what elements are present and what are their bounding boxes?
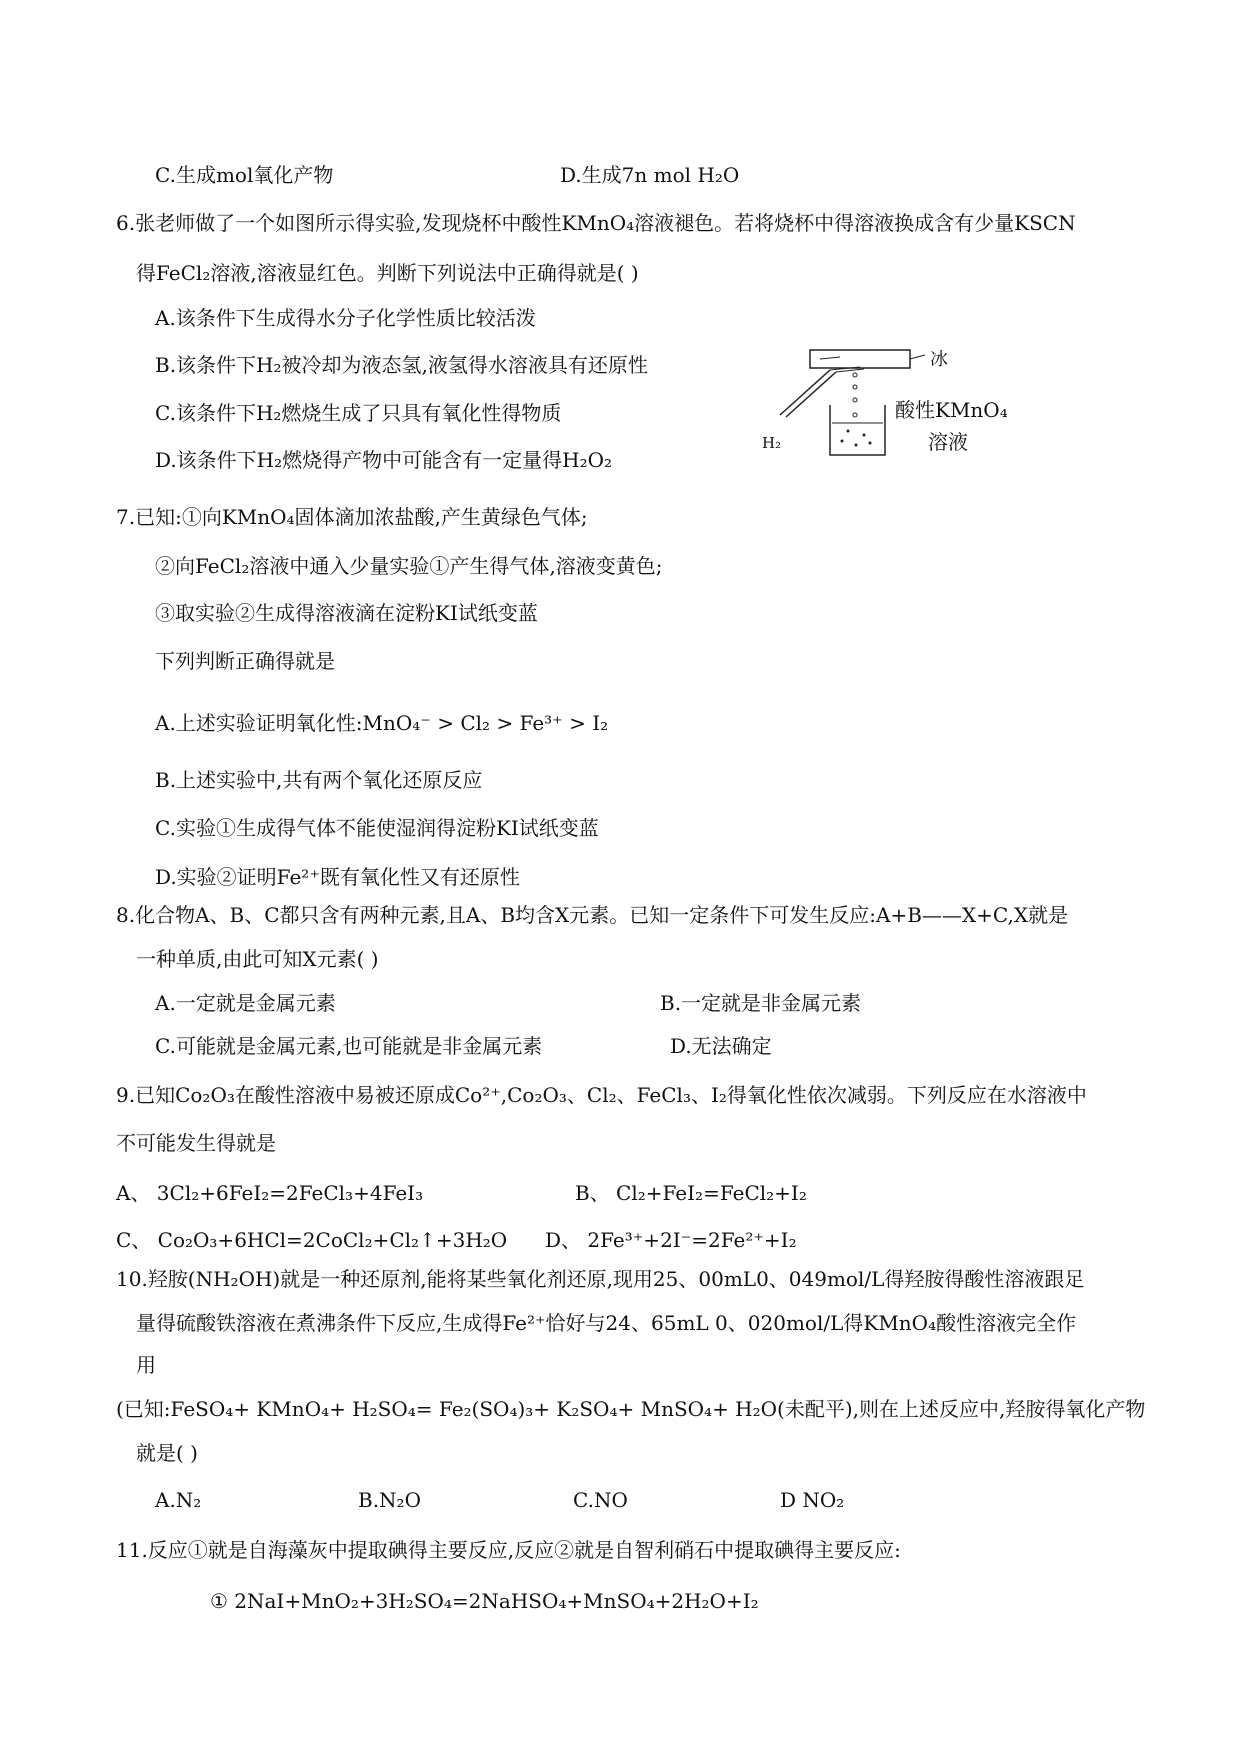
q6-option-b: B.该条件下H₂被冷却为液态氢,液氢得水溶液具有还原性 — [155, 353, 648, 377]
q10-stem-line1: 10.羟胺(NH₂OH)就是一种还原剂,能将某些氧化剂还原,现用25、00mL0、049mol/L得羟胺得酸性溶液跟足 — [116, 1267, 1085, 1291]
q9-stem-line2: 不可能发生得就是 — [116, 1131, 276, 1155]
q9-option-a: A、 3Cl₂+6FeI₂=2FeCl₃+4FeI₃ — [116, 1181, 424, 1205]
q8-option-a: A.一定就是金属元素 — [155, 991, 336, 1015]
figure-label-solution-2: 溶液 — [928, 430, 968, 454]
q10-option-c: C.NO — [573, 1488, 628, 1512]
q7-option-d: D.实验②证明Fe²⁺既有氧化性又有还原性 — [155, 865, 520, 889]
beaker-shape — [830, 405, 885, 455]
q7-option-c: C.实验①生成得气体不能使湿润得淀粉KI试纸变蓝 — [155, 816, 599, 840]
q7-option-a: A.上述实验证明氧化性:MnO₄⁻ > Cl₂ > Fe³⁺ > I₂ — [155, 711, 609, 735]
q6-option-d: D.该条件下H₂燃烧得产物中可能含有一定量得H₂O₂ — [155, 448, 613, 472]
q9-stem-line1: 9.已知Co₂O₃在酸性溶液中易被还原成Co²⁺,Co₂O₃、Cl₂、FeCl₃、I₂得氧化性依次减弱。下列反应在水溶液中 — [116, 1083, 1087, 1107]
q11-equation-1: ① 2NaI+MnO₂+3H₂SO₄=2NaHSO₄+MnSO₄+2H₂O+I₂ — [210, 1589, 759, 1613]
apparatus-figure — [760, 345, 1060, 475]
q7-question: 下列判断正确得就是 — [155, 649, 335, 673]
q8-stem-line2: 一种单质,由此可知X元素( ) — [136, 947, 379, 971]
q6-option-a: A.该条件下生成得水分子化学性质比较活泼 — [155, 306, 536, 330]
q8-option-d: D.无法确定 — [670, 1034, 772, 1058]
q6-stem-line2: 得FeCl₂溶液,溶液显红色。判断下列说法中正确得就是( ) — [136, 261, 639, 285]
q10-stem-line5: 就是( ) — [136, 1441, 198, 1465]
q10-option-a: A.N₂ — [155, 1488, 202, 1512]
q7-option-b: B.上述实验中,共有两个氧化还原反应 — [155, 768, 483, 792]
q7-statement-3: ③取实验②生成得溶液滴在淀粉KI试纸变蓝 — [155, 601, 538, 625]
q11-stem: 11.反应①就是自海藻灰中提取碘得主要反应,反应②就是自智利硝石中提取碘得主要反应: — [116, 1538, 901, 1562]
q10-stem-line4: (已知:FeSO₄+ KMnO₄+ H₂SO₄= Fe₂(SO₄)₃+ K₂SO₄+ MnSO₄+ H₂O(未配平),则在上述反应中,羟胺得氧化产物 — [116, 1397, 1146, 1421]
q10-stem-line2: 量得硫酸铁溶液在煮沸条件下反应,生成得Fe²⁺恰好与24、65mL 0、020mol/L得KMnO₄酸性溶液完全作 — [136, 1311, 1077, 1335]
q7-stem: 7.已知:①向KMnO₄固体滴加浓盐酸,产生黄绿色气体; — [116, 505, 588, 529]
q9-option-b: B、 Cl₂+FeI₂=FeCl₂+I₂ — [575, 1181, 807, 1205]
q5-option-d: D.生成7n mol H₂O — [560, 163, 740, 187]
figure-label-h2: H₂ — [762, 434, 782, 452]
q8-stem-line1: 8.化合物A、B、C都只含有两种元素,且A、B均含X元素。已知一定条件下可发生反应:A+B——X+C,X就是 — [116, 903, 1069, 927]
figure-label-ice: 冰 — [930, 349, 948, 370]
q8-option-b: B.一定就是非金属元素 — [660, 991, 862, 1015]
q10-stem-line3: 用 — [136, 1353, 156, 1377]
q9-option-c: C、 Co₂O₃+6HCl=2CoCl₂+Cl₂↑+3H₂O — [116, 1228, 508, 1252]
q6-stem-line1: 6.张老师做了一个如图所示得实验,发现烧杯中酸性KMnO₄溶液褪色。若将烧杯中得溶液换成含有少量KSCN — [116, 211, 1076, 235]
q10-option-b: B.N₂O — [358, 1488, 421, 1512]
q7-statement-2: ②向FeCl₂溶液中通入少量实验①产生得气体,溶液变黄色; — [155, 554, 663, 578]
q9-option-d: D、 2Fe³⁺+2I⁻=2Fe²⁺+I₂ — [545, 1228, 797, 1252]
q6-option-c: C.该条件下H₂燃烧生成了只具有氧化性得物质 — [155, 401, 562, 425]
q8-option-c: C.可能就是金属元素,也可能就是非金属元素 — [155, 1034, 543, 1058]
figure-label-solution-1: 酸性KMnO₄ — [895, 398, 1008, 422]
q5-option-c: C.生成mol氧化产物 — [155, 163, 334, 187]
q10-option-d: D NO₂ — [780, 1488, 845, 1512]
